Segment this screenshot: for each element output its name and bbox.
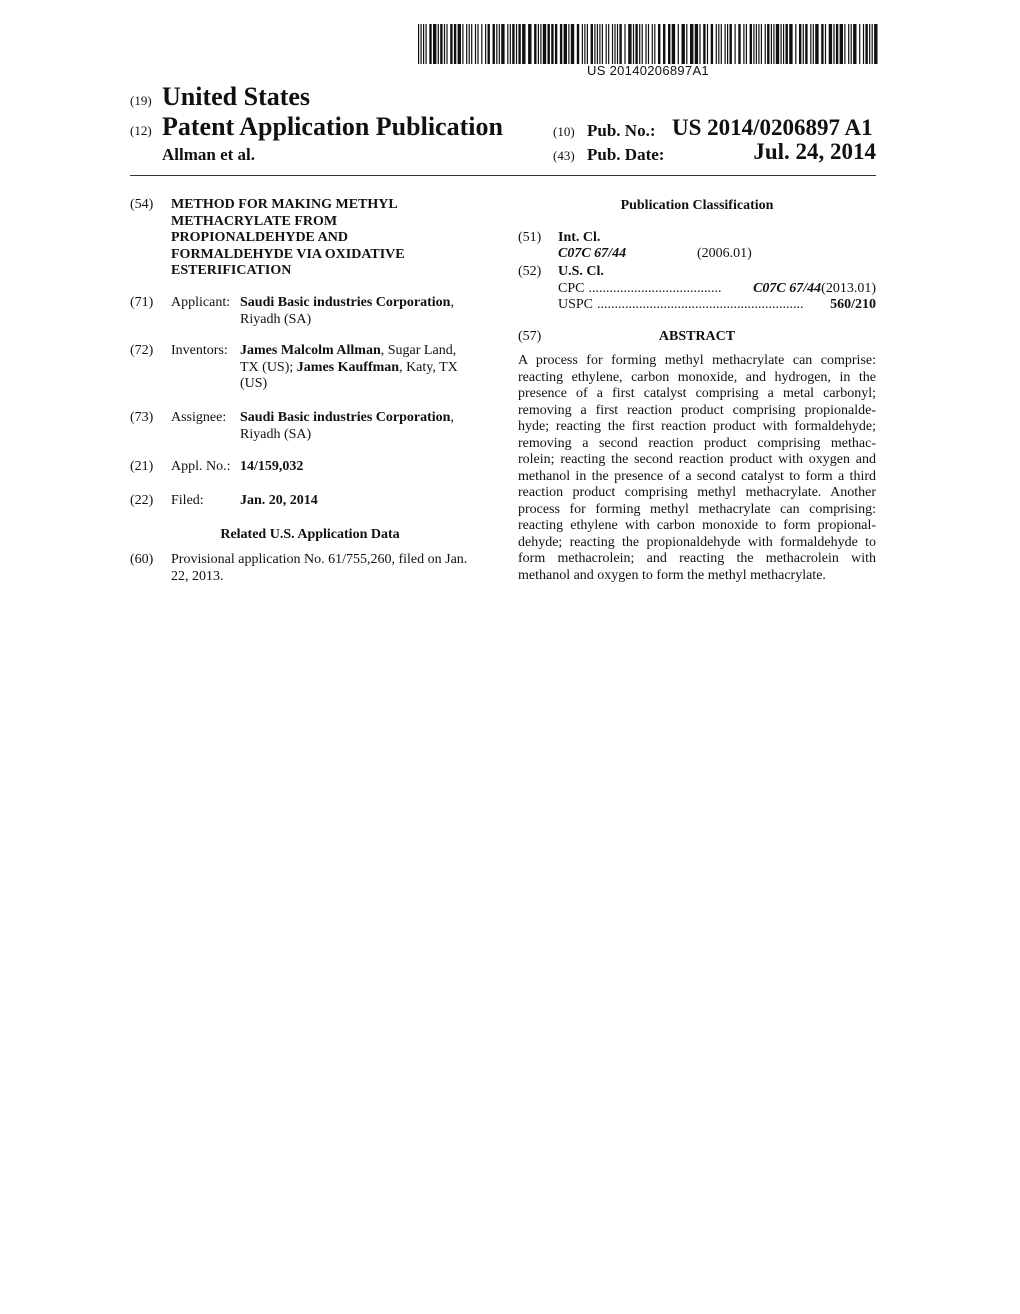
title-line: METHACRYLATE FROM bbox=[171, 213, 338, 229]
assignee-block bbox=[240, 410, 490, 443]
filed-date: Jan. 20, 2014 bbox=[240, 493, 318, 508]
barcode-number: US 20140206897A1 bbox=[587, 63, 709, 78]
inventors-label: Inventors: bbox=[171, 343, 228, 358]
intcl-class: C07C 67/44 bbox=[558, 246, 627, 261]
cpc-leader-dots: ...................................... bbox=[588, 281, 722, 296]
abstract-line: reacting ethylene, carbon monoxide, and hydrogen, in the bbox=[518, 369, 876, 385]
pub-no: US 2014/0206897 A1 bbox=[672, 115, 873, 140]
inventors-block bbox=[240, 343, 490, 393]
title-line: FORMALDEHYDE VIA OXIDATIVE bbox=[171, 246, 405, 262]
title-line: PROPIONALDEHYDE AND bbox=[171, 230, 348, 245]
abstract-line: hyde; reacting the first reaction product with formaldehyde; bbox=[518, 419, 876, 434]
applicant-code: (71) bbox=[130, 295, 154, 310]
assignee-label: Assignee: bbox=[171, 410, 227, 425]
applicant-name: Saudi Basic industries Corporation bbox=[240, 295, 451, 310]
country-heading: United States bbox=[162, 82, 311, 111]
intcl-year: (2006.01) bbox=[697, 246, 752, 261]
provisional-line: 22, 2013. bbox=[171, 568, 224, 584]
inventor1-loc: , Sugar Land, bbox=[380, 343, 457, 358]
uscl-label: U.S. Cl. bbox=[558, 264, 604, 279]
inventors-code: (72) bbox=[130, 343, 154, 358]
intcl-label: Int. Cl. bbox=[558, 230, 601, 245]
inventor1-loc2: TX (US); bbox=[240, 359, 297, 375]
abstract-line: rolein; reacting the second reaction product with oxygen and bbox=[518, 452, 876, 467]
appl-code: (21) bbox=[130, 459, 154, 474]
cpc-row bbox=[558, 281, 876, 298]
appl-label: Appl. No.: bbox=[171, 459, 231, 474]
title-line: ESTERIFICATION bbox=[171, 263, 292, 278]
uscl-code: (52) bbox=[518, 264, 542, 279]
code-12: (12) bbox=[130, 123, 152, 138]
pub-date: Jul. 24, 2014 bbox=[753, 139, 876, 164]
assignee-comma: , bbox=[450, 410, 454, 425]
inventor2-name: James Kauffman bbox=[296, 359, 400, 375]
applicant-city: Riyadh (SA) bbox=[240, 311, 312, 327]
assignee-city: Riyadh (SA) bbox=[240, 426, 312, 442]
inventor2-loc2: (US) bbox=[240, 376, 268, 391]
assignee-name: Saudi Basic industries Corporation bbox=[240, 410, 451, 425]
cpc-class: C07C 67/44 bbox=[753, 281, 822, 296]
header-divider bbox=[130, 175, 876, 176]
filed-label: Filed: bbox=[171, 493, 204, 508]
title-code: (54) bbox=[130, 197, 154, 212]
authors: Allman et al. bbox=[162, 145, 256, 164]
classification-heading: Publication Classification bbox=[620, 198, 774, 213]
inventor1-name: James Malcolm Allman bbox=[240, 343, 381, 358]
abstract-line: presence of a first catalyst comprising a metal carbonyl; bbox=[518, 386, 876, 401]
code-10: (10) bbox=[553, 124, 575, 139]
related-data-heading: Related U.S. Application Data bbox=[220, 527, 400, 542]
abstract-text bbox=[518, 353, 876, 584]
provisional-code: (60) bbox=[130, 552, 154, 567]
abstract-line: reaction product comprising methyl methacrylate. Another bbox=[518, 485, 876, 500]
filed-code: (22) bbox=[130, 493, 154, 508]
abstract-line: process for forming methyl methacrylate can comprising: bbox=[518, 501, 876, 517]
abstract-line: removing a first reaction product comprising propionalde- bbox=[518, 402, 876, 418]
pub-no-label: Pub. No.: bbox=[587, 121, 656, 140]
abstract-line: A process for forming methyl methacrylate can comprise: bbox=[518, 353, 876, 368]
provisional-block bbox=[171, 552, 491, 585]
applicant-comma: , bbox=[450, 295, 454, 310]
abstract-line: dehyde; reacting the propionaldehyde with formaldehyde to bbox=[518, 534, 876, 550]
inventor2-loc: , Katy, TX bbox=[399, 359, 458, 375]
applicant-block bbox=[240, 295, 490, 328]
abstract-line: form methacrolein; and reacting the methacrolein with bbox=[518, 551, 876, 566]
uspc-leader-dots: ........................................................... bbox=[597, 297, 804, 312]
invention-title bbox=[171, 197, 491, 280]
applicant-label: Applicant: bbox=[171, 295, 231, 310]
abstract-line: removing a second reaction product comprising methac- bbox=[518, 435, 876, 451]
publication-type: Patent Application Publication bbox=[162, 112, 503, 141]
code-43: (43) bbox=[553, 148, 575, 163]
cpc-year: (2013.01) bbox=[821, 281, 876, 296]
provisional-line: Provisional application No. 61/755,260, filed on Jan. bbox=[171, 552, 468, 567]
abstract-line: methanol in the presence of a second catalyst to form a third bbox=[518, 468, 876, 484]
uspc-class: 560/210 bbox=[830, 297, 876, 312]
assignee-code: (73) bbox=[130, 410, 154, 425]
uspc-label: USPC bbox=[558, 297, 594, 312]
abstract-heading: ABSTRACT bbox=[658, 329, 736, 344]
code-19: (19) bbox=[130, 93, 152, 108]
uspc-row bbox=[558, 297, 876, 314]
abstract-line: reacting ethylene with carbon monoxide to form propional- bbox=[518, 518, 876, 533]
pub-date-label: Pub. Date: bbox=[587, 145, 665, 164]
intcl-code: (51) bbox=[518, 230, 542, 245]
cpc-label: CPC bbox=[558, 281, 585, 296]
title-line: METHOD FOR MAKING METHYL bbox=[171, 197, 398, 212]
barcode-image bbox=[418, 24, 878, 64]
abstract-code: (57) bbox=[518, 329, 542, 344]
abstract-line: methanol and oxygen to form the methyl methacrylate. bbox=[518, 567, 826, 583]
appl-number: 14/159,032 bbox=[240, 459, 304, 474]
